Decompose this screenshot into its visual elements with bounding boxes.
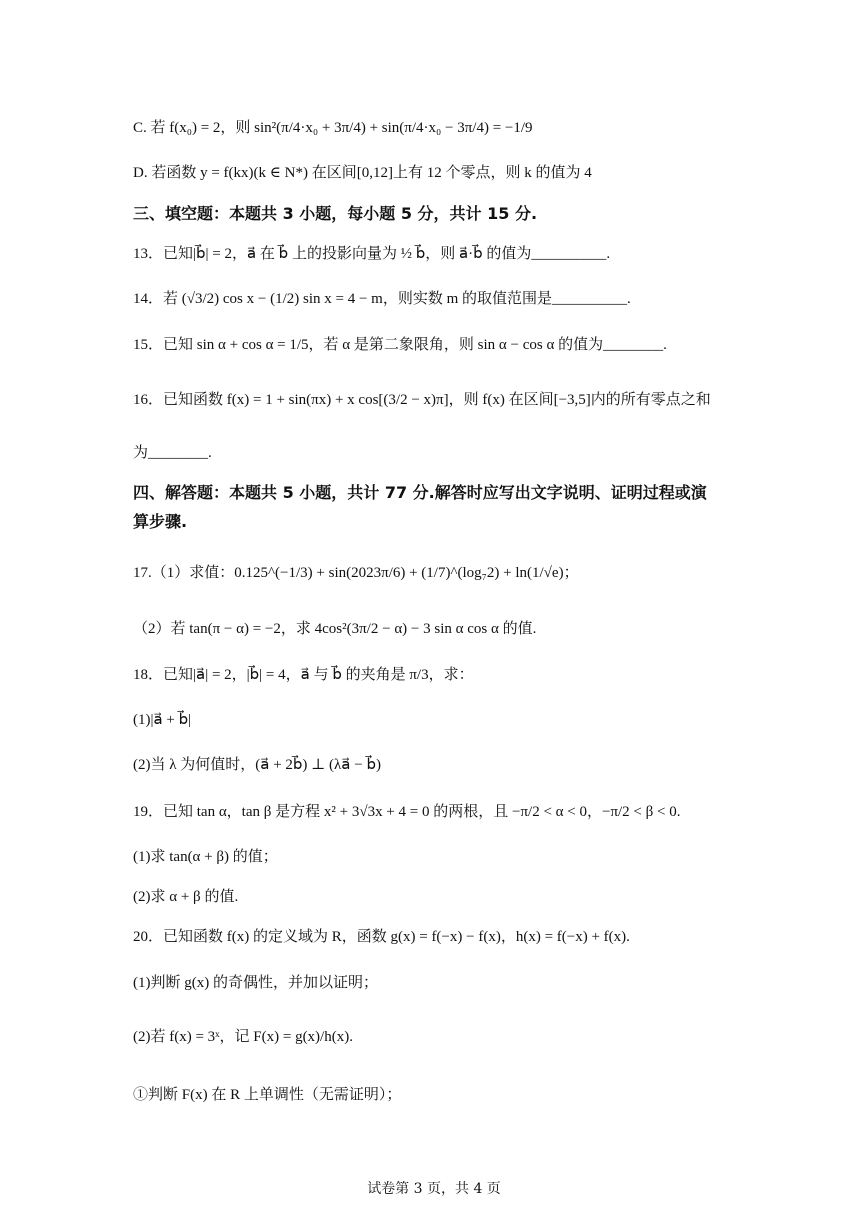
page-footer: 试卷第 3 页，共 4 页 [367,1181,501,1197]
question-20-part-2: (2)若 f(x) = 3ˣ，记 F(x) = g(x)/h(x). [133,1029,353,1045]
question-18-part-1: (1)|a⃗ + b⃗| [133,712,192,728]
question-18-part-2: (2)当 λ 为何值时，(a⃗ + 2b⃗) ⊥ (λa⃗ − b⃗) [133,757,381,773]
question-13: 13．已知|b⃗| = 2，a⃗ 在 b⃗ 上的投影向量为 ½ b⃗，则 a⃗·b⃗ 的值为__________. [133,246,611,262]
question-15: 15．已知 sin α + cos α = 1/5，若 α 是第二象限角，则 sin α − cos α 的值为________. [133,337,667,353]
question-19-part-2: (2)求 α + β 的值. [133,889,239,905]
question-20-part-1: (1)判断 g(x) 的奇偶性，并加以证明； [133,975,378,991]
option-c: C. 若 f(x₀) = 2，则 sin²(π/4·x₀ + 3π/4) + sin(π/4·x₀ − 3π/4) = −1/9 [133,120,533,136]
question-20: 20．已知函数 f(x) 的定义域为 R，函数 g(x) = f(−x) − f(x)，h(x) = f(−x) + f(x). [133,929,630,945]
question-18: 18．已知|a⃗| = 2，|b⃗| = 4，a⃗ 与 b⃗ 的夹角是 π/3，求： [133,667,474,683]
section-heading-answer-continued: 算步骤. [133,512,188,531]
option-d: D. 若函数 y = f(kx)(k ∈ N*) 在区间[0,12]上有 12 个零点，则 k 的值为 4 [133,165,592,181]
question-19-part-1: (1)求 tan(α + β) 的值； [133,849,278,865]
section-heading-answer: 四、解答题：本题共 5 小题，共计 77 分.解答时应写出文字说明、证明过程或演 [133,483,707,502]
question-16-continued: 为________. [133,445,212,461]
question-14: 14．若 (√3/2) cos x − (1/2) sin x = 4 − m，则实数 m 的取值范围是__________. [133,291,631,307]
question-20-subpart-1: ①判断 F(x) 在 R 上单调性（无需证明）； [133,1087,402,1103]
section-heading-fill-in: 三、填空题：本题共 3 小题，每小题 5 分，共计 15 分. [133,204,538,223]
question-19: 19．已知 tan α，tan β 是方程 x² + 3√3x + 4 = 0 的两根，且 −π/2 < α < 0，−π/2 < β < 0. [133,804,681,820]
question-17-part-1: 17.（1）求值：0.125^(−1/3) + sin(2023π/6) + (1/7)^(log₇2) + ln(1/√e)； [133,565,579,581]
question-17-part-2: （2）若 tan(π − α) = −2，求 4cos²(3π/2 − α) − 3 sin α cos α 的值. [133,621,537,637]
question-16: 16．已知函数 f(x) = 1 + sin(πx) + x cos[(3/2 − x)π]，则 f(x) 在区间[−3,5]内的所有零点之和 [133,392,711,408]
